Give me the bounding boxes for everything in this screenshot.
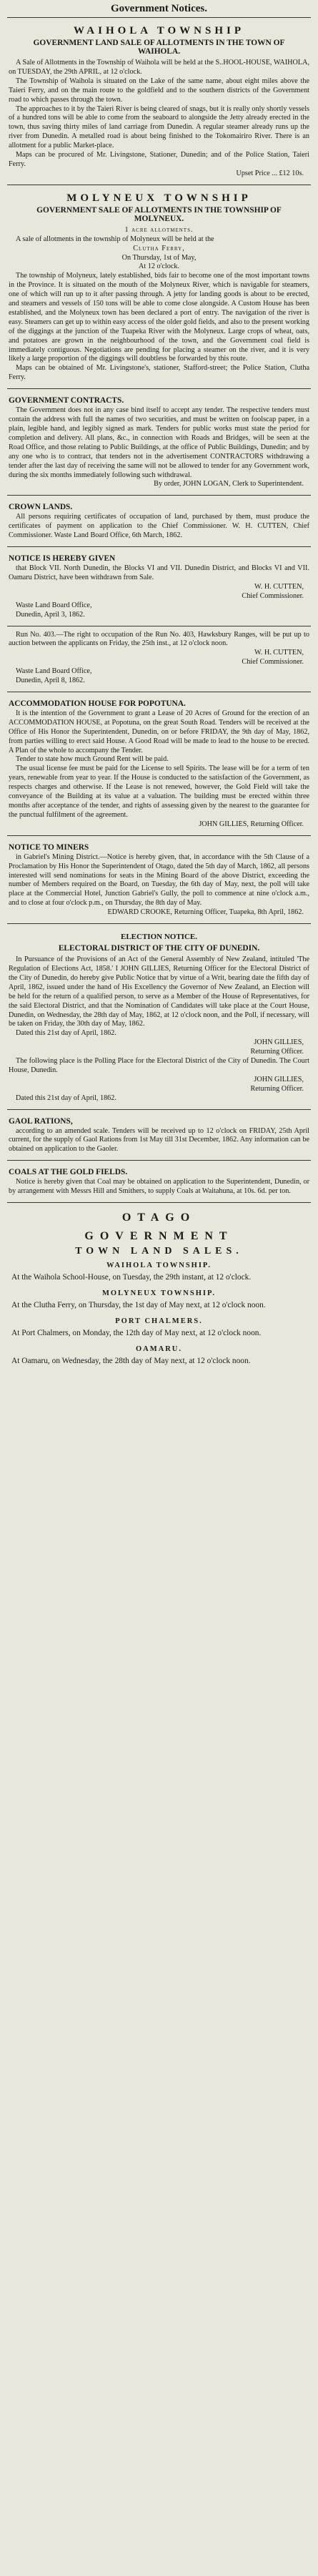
waihola-p3: The approaches to it by the Taieri River is being cleared of snags, but it is really only shortly vessels of a hundred tons will be able to come from the seaboard to alongside the Jetty already erected in the town, thus saving thirty miles of land carriage from Dunedin. A regular steamer already runs up the river from Dunedin. A metalled road is about being finished to the Tokomairiro River. There is an allotment for a public Market-place. [9,104,309,150]
accommodation-title: ACCOMMODATION HOUSE FOR POPOTUNA. [9,699,186,708]
sale-head: MOLYNEUX TOWNSHIP. [101,1289,217,1298]
blocks-title: NOTICE IS HEREBY GIVEN [9,554,116,564]
election-date: Dated this 21st day of April, 1862. [16,1029,116,1038]
waihola-title: WAIHOLA TOWNSHIP [73,25,245,36]
sale-text: At Oamaru, on Wednesday, the 28th day of May next, at 12 o'clock noon. [11,1357,251,1366]
otago-title3: TOWN LAND SALES. [75,1246,243,1257]
molyneux-acres: 1 acre allotments. [124,225,194,234]
coals-p1: Notice is hereby given that Coal may be obtained on application to the Superintendent, Dunedin, or by arrangement with Messrs Hill and Smithers, to supply Coals at Waitahuna, at 10s. 6d. per ton. [9,1178,309,1196]
gaol-p1: according to an amended scale. Tenders will be received up to 12 o'clock on FRIDAY, 25th April current, for the supply of Gaol Rations from 1st May till 31st December, 1862. Any information can be obtained on application to the Gaoler. [9,1126,309,1154]
page-header: Government Notices. [7,3,311,18]
run-office: Waste Land Board Office, [16,667,92,676]
crown-title: CROWN LANDS. [9,503,73,512]
molyneux-p3: Maps can be obtained of Mr. Livingstone's, stationer, Stafford-street; the Police Station, Clutha Ferry. [9,364,309,382]
miners-notice [7,836,311,924]
run-notice [7,626,311,692]
sale-text: At the Waihola School-House, on Tuesday, the 29th instant, at 12 o'clock. [11,1273,252,1282]
election-sig1: JOHN GILLIES, [254,1038,304,1047]
waihola-p1: A Sale of Allotments in the Township of Waihola will be held at the S..HOOL-HOUSE, WAIHOLA, on TUESDAY, the 29th APRIL, at 12 o'clock. [9,59,309,76]
sale-head: WAIHOLA TOWNSHIP. [106,1262,212,1270]
accommodation-notice [7,692,311,836]
molyneux-date: On Thursday, 1st of May, [121,253,197,262]
contracts-sig: By order, JOHN LOGAN, Clerk to Superintendent. [154,480,304,488]
election-sig2: Returning Officer. [250,1048,304,1056]
sale-head: OAMARU. [135,1345,183,1354]
blocks-notice [7,547,311,626]
waihola-price: Upset Price ... £12 10s. [236,169,304,177]
otago-title2: GOVERNMENT [84,1230,234,1243]
miners-p1: in Gabriel's Mining District.—Notice is hereby given, that, in accordance with the 5th Clause of a Proclamation by His Honor the Superintendent of Otago, dated the 5th day of March, 1862, all persons interested will send nominations for seats in the Mining Board of the above District, exceeding the number of Members required on the Board, on Tuesday, the 6th day of May, next, the poll will take place at the Commercial Hotel, Junction Gabriel's Gully, the poll to commence at nine o'clock a.m., and to close at four o'clock p.m., on Thursday, the 8th day of May. [9,852,309,908]
election-notice [7,924,311,1110]
run-p1: Run No. 403.—The right to occupation of the Run No. 403, Hawksbury Ranges, will be put up to auction between the applicants on Friday, the 25th inst., at 12 o'clock noon. [9,630,309,648]
waihola-notice [7,18,311,185]
blocks-date: Dunedin, April 3, 1862. [16,610,85,619]
accommodation-p3: The usual license fee must be paid for the License to sell Spirits. The lease will be for a term of ten years, renewable from year to year. If the House is conducted to the satisfaction of the Government, as respects charges and otherwise. If the Lease is not renewed, however, the Gold Field will take the conveyance of the Building at its value at a valuation. The building must be erected within three months after acceptance of the tender, and rights of assessing given by the nearest to the guarantee for the punctual fulfilment of the agreement. [9,765,309,819]
run-sig2: Chief Commissioner. [242,658,304,667]
otago-sales [7,1203,311,1379]
sale-item [9,1262,309,1284]
election-head: ELECTION NOTICE. [121,933,197,942]
molyneux-title: MOLYNEUX TOWNSHIP [66,192,252,204]
sale-item [9,1289,309,1312]
waihola-subtitle: GOVERNMENT LAND SALE OF ALLOTMENTS IN THE TOWN OF WAIHOLA. [33,39,285,56]
election-sig3: JOHN GILLIES, [254,1075,304,1083]
newspaper-page [7,0,311,1379]
gaol-notice [7,1110,311,1161]
blocks-p1: that Block VII. North Dunedin, the Blocks VI and VII. Dunedin District, and Blocks VI and VII. Oamaru District, have been withdrawn from Sale. [9,564,309,581]
miners-sig: EDWARD CROOKE, Returning Officer, Tuapeka, 8th April, 1862. [107,908,304,917]
accommodation-sig: JOHN GILLIES, Returning Officer. [199,820,304,828]
election-title: ELECTORAL DISTRICT OF THE CITY OF DUNEDIN. [58,944,260,953]
run-date: Dunedin, April 8, 1862. [16,677,85,685]
gaol-title: GAOL RATIONS, [9,1116,73,1126]
coals-notice [7,1161,311,1203]
contracts-notice [7,389,311,496]
blocks-sig1: W. H. CUTTEN, [254,582,304,591]
waihola-p2: The Township of Waihola is situated on the Lake of the same name, about eight miles above the Taieri Ferry, and on the main route to the goldfield and to the southern districts of the Government road to which passes through the town. [9,77,309,104]
accommodation-p2: Tender to state how much Ground Rent will be paid. [16,755,169,764]
election-p1: In Pursuance of the Provisions of an Act of the General Assembly of New Zealand, intituled 'The Regulation of Elections Act, 1858.' I JOHN GILLIES, Returning Officer for the Electoral District of the City of Dunedin, do hereby give Public Notice that by virtue of a Writ, bearing date the fifth day of April, 1862, issued under the hand of His Excellency the Governor of New Zealand, an Election will be held for the return of a qualified person, to serve as a Member of the House of Representatives, for the said Electoral District, and that the Nomination of Candidates will take place at the Court House, Dunedin, on Wednesday, the 28th day of May, 1862, at 12 o'clock noon, and the Poll, if necessary, will be taken on Friday, the 30th day of May, 1862. [9,955,309,1028]
waihola-p4: Maps can be procured of Mr. Livingstone, Stationer, Dunedin; and of the Police Station, Taieri Ferry. [9,151,309,168]
blocks-sig2: Chief Commissioner. [242,591,304,600]
molyneux-p2: The township of Molyneux, lately established, bids fair to become one of the most important towns in the Province. It is situated on the mouth of the Molyneux River, which is navigable for steamers, one of which will run up to it after passing through. A jetty for landing goods is about to be erected, and steamers and vessels of 150 tons will be able to come close alongside. A Custom House has been established, and the Molyneux town has been declared a port of entry. The navigation of the river is easy. Steamers can get up to within easy access of the older gold fields, and also to the present working of the diggings at the junction of the Tuapeka River with the Molyneux. Large crops of wheat, oats, and potatoes are grown in the neighbourhood of the town, and the Government coal field is immediately contiguous. Negotiations are pending for placing a steamer on the river, and it is very likely a large proportion of the diggings will doubtless be forwarded by this route. [9,272,309,363]
molyneux-subtitle: GOVERNMENT SALE OF ALLOTMENTS IN THE TOWNSHIP OF MOLYNEUX. [36,205,282,223]
molyneux-p1: A sale of allotments in the township of Molyneux will be held at the [16,235,214,243]
election-p2: The following place is the Polling Place for the Electoral District of the City of Dunedin. The Court House, Dunedin. [9,1057,309,1074]
sale-item [9,1345,309,1367]
blocks-office: Waste Land Board Office, [16,601,92,609]
coals-title: COALS AT THE GOLD FIELDS. [9,1168,128,1177]
sale-text: At the Clutha Ferry, on Thursday, the 1st day of May next, at 12 o'clock noon. [11,1301,266,1310]
sale-text: At Port Chalmers, on Monday, the 12th day of May next, at 12 o'clock noon. [11,1329,262,1338]
election-sig4: Returning Officer. [250,1084,304,1093]
accommodation-p1: It is the intention of the Government to grant a Lease of 20 Acres of Ground for the erection of an ACCOMMODATION HOUSE, at Popotuna, on the great South Road. Tenders will be received at the Office of His Honor the Superintendent, Dunedin, on or before FRIDAY, the 9th day of May, 1862, from parties willing to erect said House. A Good Road will be made to lead to the house to be erected. A Plan of the whole to accompany the Tender. [9,709,309,754]
sale-head: PORT CHALMERS. [115,1317,203,1326]
molyneux-notice [7,185,311,389]
crown-notice [7,496,311,547]
contracts-p1: The Government does not in any case bind itself to accept any tender. The respective tenders must contain the address with full the names of two securities, and must be written on foolscap paper, in a plain, legible hand, and legibly signed as mark. Tenders for public works must state the period for completion and delivery. All plans, &c., in connection with Roads and Bridges, will be seen at the Road Office, and those relating to Public Buildings, at the office of Public Buildings, Dunedin; and by any one who is to contract, that tenders not in the advertisement CONTRACTORS withdrawing a tender after the last day of receiving the same will not be allowed to tender for any Government work, during the six months immediately following such withdrawal. [9,406,309,479]
miners-title: NOTICE TO MINERS [9,842,89,852]
crown-p1: All persons requiring certificates of occupation of land, purchased by them, must produce the certificates of payment on application to the Chief Commissioner. W. H. CUTTEN, Chief Commissioner. Waste Land Board Office, 6th March, 1862. [9,513,309,540]
molyneux-time: At 12 o'clock. [138,262,179,271]
election-date2: Dated this 21st day of April, 1862. [16,1093,116,1102]
otago-title1: OTAGO [121,1211,197,1224]
contracts-title: GOVERNMENT CONTRACTS. [9,396,124,405]
molyneux-venue: Clutha Ferry, [133,244,185,252]
sale-item [9,1317,309,1339]
run-sig1: W. H. CUTTEN, [254,649,304,657]
